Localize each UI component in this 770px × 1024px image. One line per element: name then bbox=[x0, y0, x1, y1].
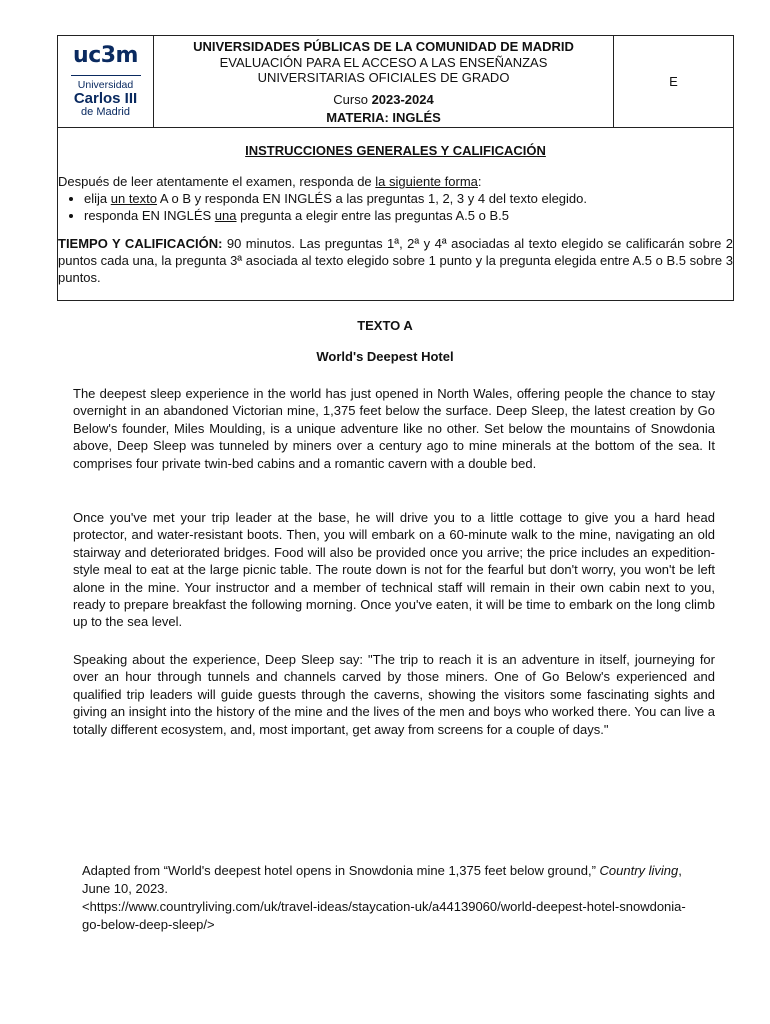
citation-date: , June 10, 2023. bbox=[82, 863, 682, 896]
item-text: elija bbox=[84, 191, 111, 206]
article-paragraph: Once you've met your trip leader at the base, he will drive you to a little cottage to give you a hard head protector, and water-resistant boots. Then, you will embark on a 60-minute walk to the mine, navigating an old stairway and deteriorated bridges. Food will also be provided once you arrive; the price includes an expedition-style meal to eat at the large picnic table. The route down is not for the fearful but don't worry, you won't be left alone in the mine. Your instructor and a member of technical staff will remain in their own cabin next to you, ready to prepare breakfast the following morning. Once you've eaten, it will be time to embark on the long climb up to the sea level. bbox=[73, 510, 715, 630]
item-text: A o B y responda EN INGLÉS a las preguntas 1, 2, 3 y 4 del texto elegido. bbox=[157, 191, 587, 206]
lead-text: Después de leer atentamente el examen, responda de bbox=[58, 174, 376, 189]
item-underlined: una bbox=[214, 208, 237, 223]
instructions-list bbox=[58, 190, 733, 224]
instruction-item bbox=[84, 207, 733, 224]
text-label: TEXTO A bbox=[357, 318, 413, 333]
item-text: pregunta a elegir entre las preguntas A.5 o B.5 bbox=[236, 208, 509, 223]
exam-code: E bbox=[669, 74, 678, 89]
article-title: World's Deepest Hotel bbox=[316, 349, 454, 364]
course-value: 2023-2024 bbox=[371, 91, 434, 107]
logo-line-3: de Madrid bbox=[81, 106, 130, 118]
university-logo bbox=[58, 36, 154, 127]
university-name: UNIVERSIDADES PÚBLICAS DE LA COMUNIDAD DE MADRID bbox=[193, 39, 574, 54]
instructions-box bbox=[57, 127, 734, 301]
time-text: 90 minutos. Las preguntas 1ª, 2ª y 4ª asociadas al texto elegido se calificarán sobre 2 puntos cada una, la pregunta 3ª asociada al texto elegido sobre 1 punto y la pregunta elegida entre A.5 o B.5 sobre 3 puntos. bbox=[58, 236, 734, 285]
course-year bbox=[154, 92, 613, 108]
citation-url: <https://www.countryliving.com/uk/travel-ideas/staycation-uk/a44139060/world-deepest-hotel-snowdonia-go-below-deep-sleep/> bbox=[82, 899, 686, 932]
time-and-grading bbox=[58, 235, 733, 286]
exam-name-line-2: UNIVERSITARIAS OFICIALES DE GRADO bbox=[257, 70, 510, 85]
item-underlined: un texto bbox=[110, 191, 158, 206]
instruction-item bbox=[84, 190, 733, 207]
logo-line-2: Carlos III bbox=[73, 90, 138, 107]
lead-underlined: la siguiente forma bbox=[375, 174, 478, 189]
exam-title-block bbox=[154, 36, 614, 127]
article-paragraph: The deepest sleep experience in the world has just opened in North Wales, offering people the chance to stay overnight in an abandoned Victorian mine, 1,375 feet below the surface. Deep Sleep, the latest creation by Go Below's founder, Miles Moulding, is a unique adventure like no other. Set below the mountains of Snowdonia above, Deep Sleep was tunneled by miners over a century ago to mine minerals at the bottom of the sea. It comprises four private twin-bed cabins and a romantic cavern with a double bed. bbox=[73, 386, 715, 471]
subject: MATERIA: INGLÉS bbox=[326, 110, 441, 125]
lead-colon: : bbox=[477, 174, 482, 189]
citation-text: Adapted from “World's deepest hotel opens in Snowdonia mine 1,375 feet below ground,” bbox=[82, 863, 600, 878]
logo-line-1: Universidad bbox=[77, 79, 134, 91]
item-text: responda EN INGLÉS bbox=[84, 208, 215, 223]
citation-publication: Country living bbox=[599, 863, 679, 878]
article-paragraph: Speaking about the experience, Deep Sleep say: "The trip to reach it is an adventure in itself, journeying for over an hour through tunnels and channels carved by those miners. One of Go Below's experienced and qualified trip leaders will guide guests through the caverns, showing the visitors some fascinating sights and giving an insight into the history of the mine and the lives of the men and boys who worked there. You can live a totally different ecosystem, and, most important, get away from screens for a couple of days." bbox=[73, 652, 715, 737]
logo-divider bbox=[71, 75, 141, 76]
logo-mark: uc3m bbox=[73, 43, 138, 68]
exam-header bbox=[57, 35, 734, 128]
instructions-title: INSTRUCCIONES GENERALES Y CALIFICACIÓN bbox=[245, 143, 546, 158]
exam-name-line-1: EVALUACIÓN PARA EL ACCESO A LAS ENSEÑANZAS bbox=[219, 54, 548, 70]
course-label: Curso bbox=[333, 91, 372, 107]
source-citation bbox=[82, 862, 692, 934]
instructions-lead bbox=[58, 173, 733, 190]
time-label: TIEMPO Y CALIFICACIÓN: bbox=[58, 236, 223, 251]
